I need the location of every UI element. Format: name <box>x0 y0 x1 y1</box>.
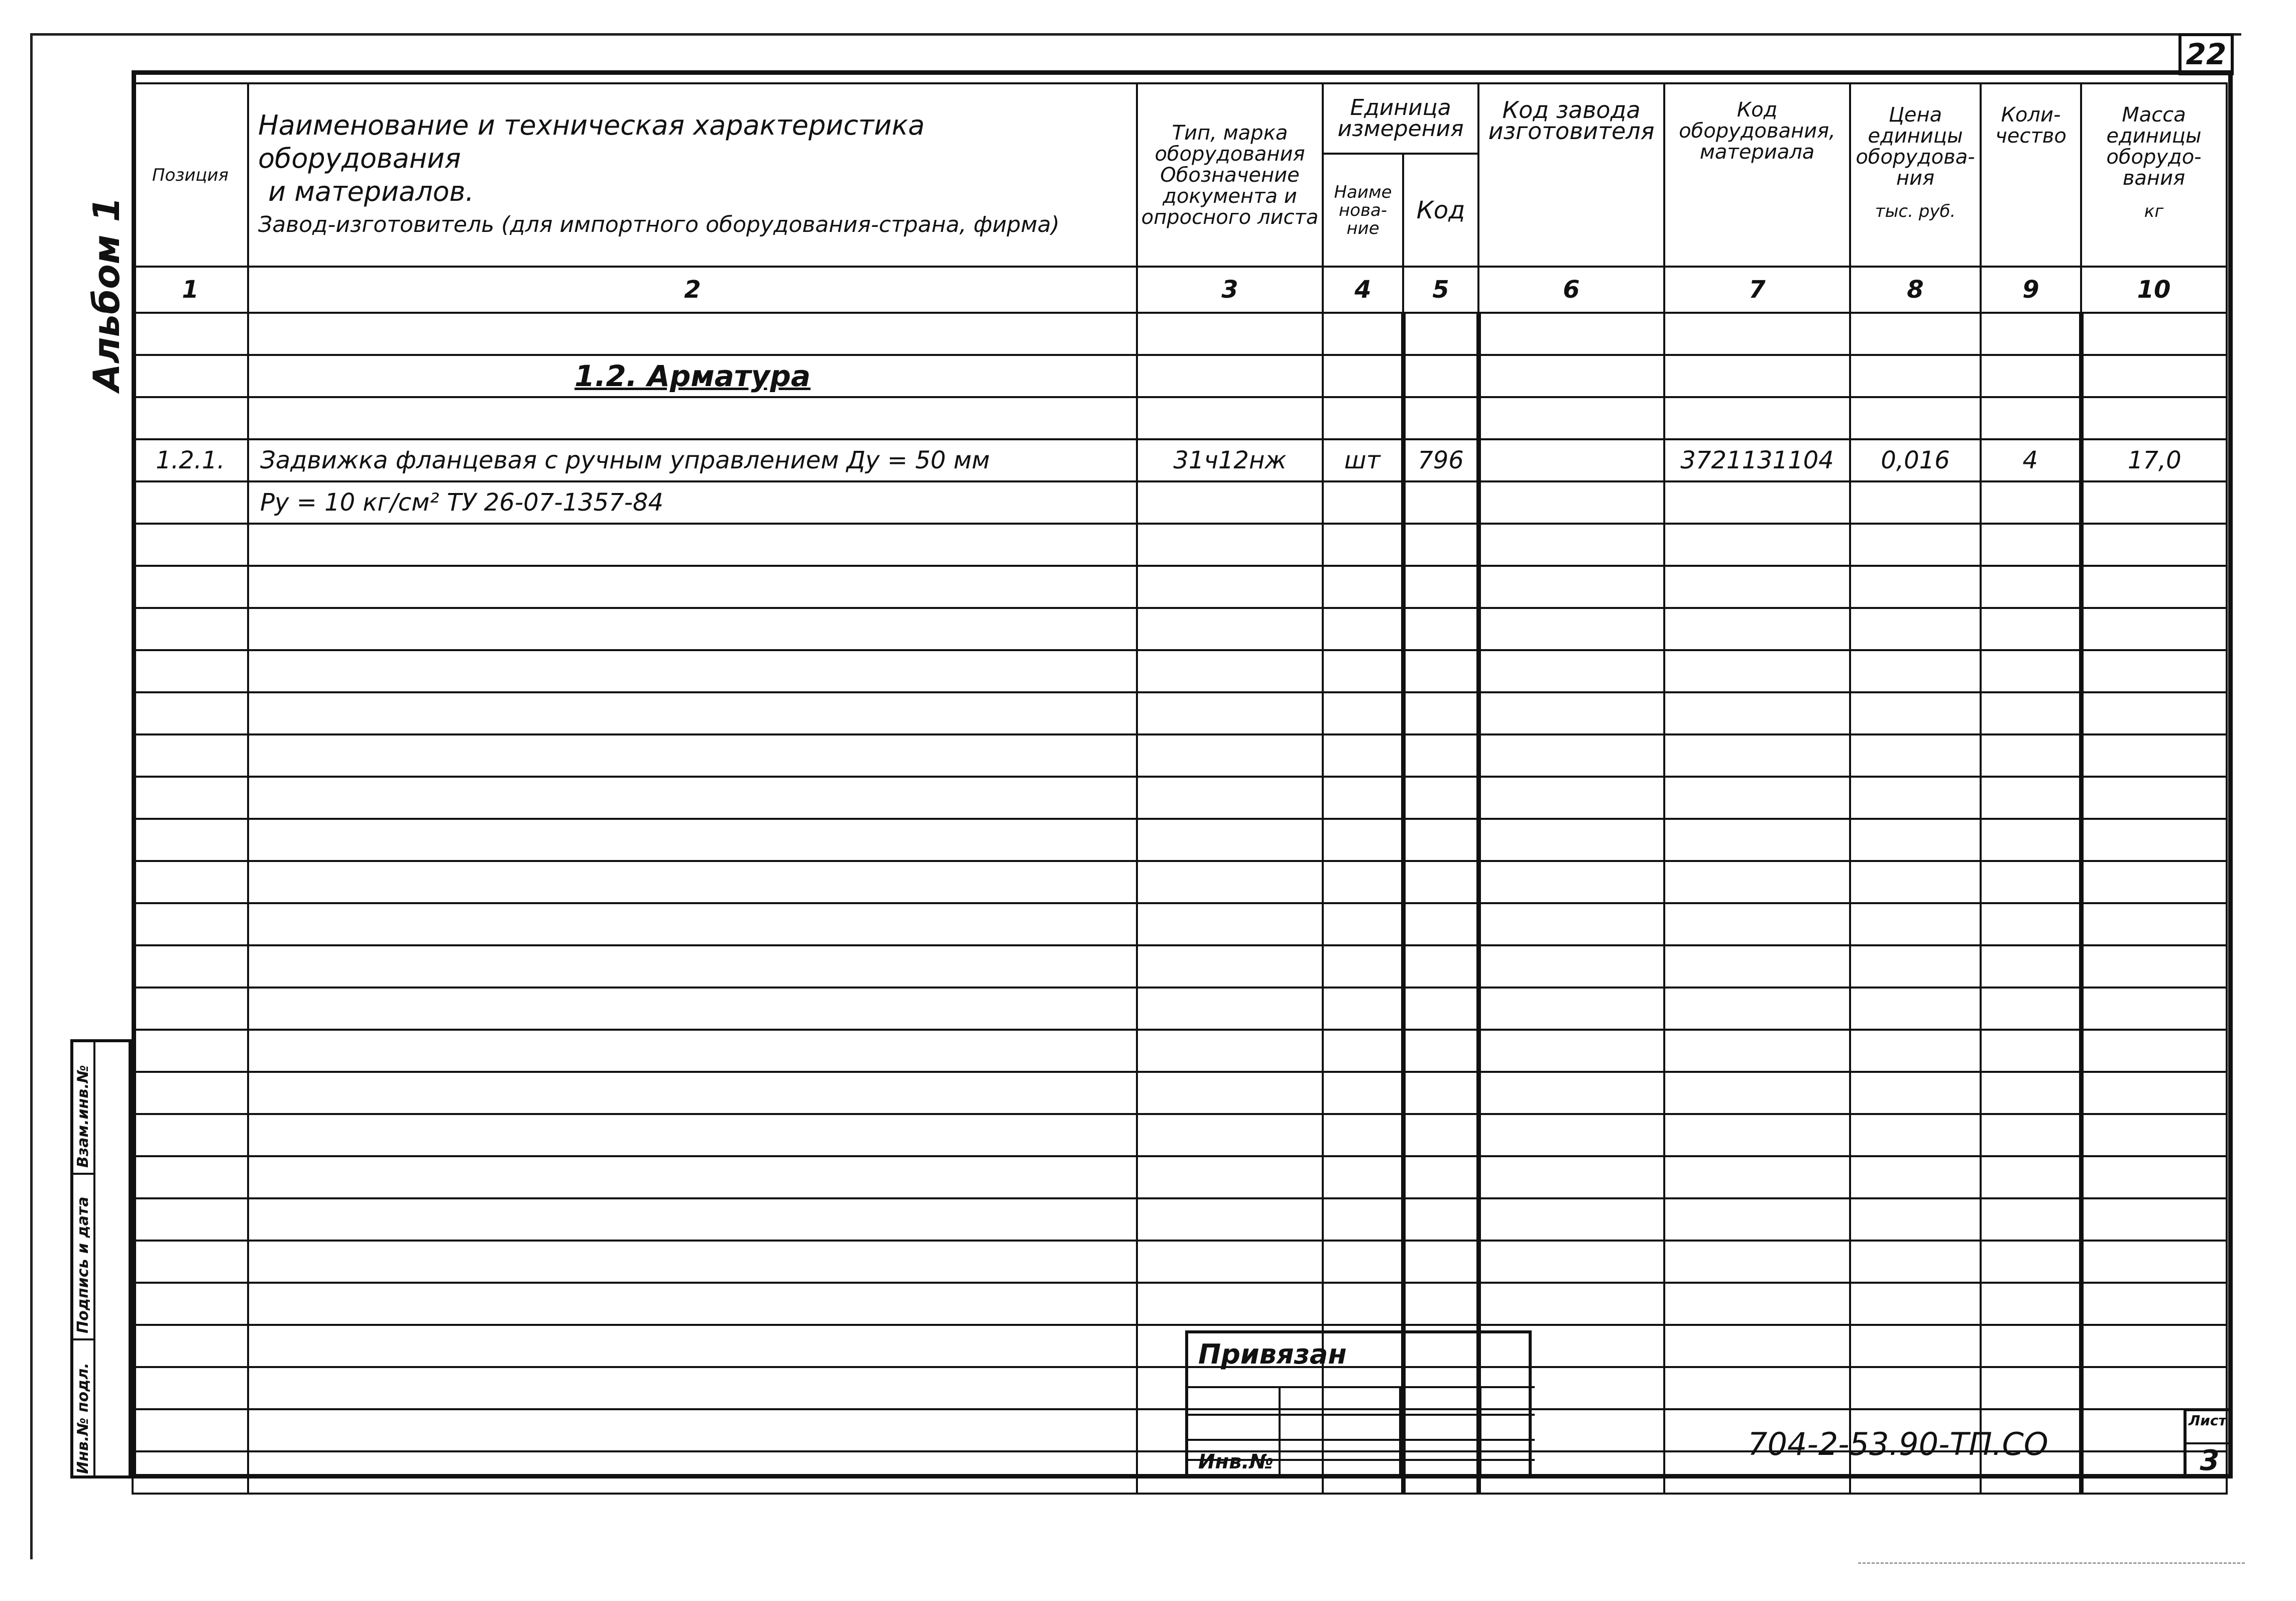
table-row <box>133 734 2227 777</box>
binding-line <box>1188 1439 1535 1441</box>
table-row <box>133 1156 2227 1198</box>
binding-line <box>1188 1414 1535 1416</box>
specification-table <box>132 82 2228 1495</box>
item-name-line1: Задвижка фланцевая с ручным управлением Ду = 50 мм <box>248 439 1137 481</box>
stamp-signature-date: Подпись и дата <box>74 1196 92 1333</box>
header-mass-label: Масса единицы оборудо- вания <box>2106 103 2202 190</box>
table-row <box>133 1198 2227 1241</box>
header-mass-unit: кг <box>2144 201 2164 221</box>
stamp-strip <box>70 1039 132 1479</box>
album-label: Альбом 1 <box>85 197 128 392</box>
binding-inv-label: Инв.№ <box>1198 1450 1274 1473</box>
col-number-8: 8 <box>1850 267 1981 313</box>
header-name-line2: и материалов. <box>268 175 474 207</box>
header-factory-code: Код завода изготовителя <box>1478 83 1664 267</box>
col-number-5: 5 <box>1403 267 1478 313</box>
header-type: Тип, марка оборудования Обозначение документа и опросного листа <box>1137 83 1323 267</box>
item-row <box>133 439 2227 481</box>
table-row <box>133 566 2227 608</box>
table-row <box>133 1030 2227 1072</box>
binding-divider <box>1479 1386 1481 1475</box>
binding-divider <box>1399 1386 1401 1475</box>
stamp-cell-inv-no <box>73 1338 95 1476</box>
table-row <box>133 1072 2227 1114</box>
item-factory-code <box>1478 439 1664 481</box>
header-price-unit: тыс. руб. <box>1875 201 1956 221</box>
table-row <box>133 1367 2227 1409</box>
header-quantity: Коли- чество <box>1981 83 2081 267</box>
section-cell <box>248 355 1137 397</box>
table-row <box>133 397 2227 439</box>
item-mass: 17,0 <box>2081 439 2227 481</box>
item-material-code: 3721131104 <box>1664 439 1850 481</box>
col-number-6: 6 <box>1478 267 1664 313</box>
item-quantity: 4 <box>1981 439 2081 481</box>
table-row <box>133 524 2227 566</box>
table-row <box>133 777 2227 819</box>
table-row <box>133 945 2227 988</box>
stamp-cell-replace-inv <box>73 1042 95 1175</box>
table-row <box>133 692 2227 734</box>
col-number-9: 9 <box>1981 267 2081 313</box>
header-unit: Единица измерения <box>1323 83 1478 154</box>
header-price-label: Цена единицы оборудова- ния <box>1856 103 1975 190</box>
item-name-line2: Ру = 10 кг/см² ТУ 26-07-1357-84 <box>248 481 1137 524</box>
header-row-1 <box>133 83 2227 154</box>
header-name-line3: Завод-изготовитель (для импортного оборудования-страна, фирма) <box>258 211 1060 237</box>
top-sheet-number: 22 <box>2178 33 2234 75</box>
binding-title: Привязан <box>1198 1338 1347 1370</box>
header-name-line1: Наименование и техническая характеристика оборудования <box>258 109 925 174</box>
item-type: 31ч12нж <box>1137 439 1323 481</box>
stamp-replace-inv: Взам.инв.№ <box>74 1065 92 1168</box>
sheet-box <box>2184 1408 2233 1479</box>
stamp-inv-no: Инв.№ подл. <box>74 1363 92 1474</box>
header-position: Позиция <box>133 83 248 267</box>
column-number-row <box>133 267 2227 313</box>
col-number-1: 1 <box>133 267 248 313</box>
col-number-3: 3 <box>1137 267 1323 313</box>
table-row <box>133 861 2227 903</box>
header-unit-code: Код <box>1403 154 1478 267</box>
header-material-code: Код оборудования, материала <box>1664 83 1850 267</box>
section-title: 1.2. Арматура <box>574 359 811 393</box>
binding-divider <box>1279 1386 1281 1475</box>
stamp-cell-signature <box>73 1173 95 1340</box>
table-row <box>133 819 2227 861</box>
binding-block <box>1185 1330 1532 1479</box>
table-row <box>133 650 2227 692</box>
col-number-7: 7 <box>1664 267 1850 313</box>
header-price <box>1850 83 1981 267</box>
item-price: 0,016 <box>1850 439 1981 481</box>
document-code: 704-2-53.90-ТП.СО <box>1748 1426 2048 1462</box>
item-position: 1.2.1. <box>133 439 248 481</box>
table-row <box>133 1325 2227 1367</box>
sheet-label: Лист <box>2189 1412 2227 1429</box>
table-row <box>133 988 2227 1030</box>
item-unit-code: 796 <box>1403 439 1478 481</box>
table-row <box>133 313 2227 355</box>
table-row <box>133 608 2227 650</box>
header-name <box>248 83 1137 267</box>
section-row <box>133 355 2227 397</box>
header-mass <box>2081 83 2227 267</box>
sheet-number: 3 <box>2187 1442 2233 1477</box>
item-unit-name: шт <box>1323 439 1403 481</box>
table-row <box>133 1114 2227 1156</box>
binding-line <box>1188 1386 1535 1388</box>
item-row-continued <box>133 481 2227 524</box>
header-unit-name: Наиме нова- ние <box>1323 154 1403 267</box>
col-number-2: 2 <box>248 267 1137 313</box>
table-row <box>133 1241 2227 1283</box>
col-number-4: 4 <box>1323 267 1403 313</box>
table-row <box>133 1283 2227 1325</box>
col-number-10: 10 <box>2081 267 2227 313</box>
table-row <box>133 903 2227 945</box>
scan-artifact-line <box>1858 1562 2245 1564</box>
